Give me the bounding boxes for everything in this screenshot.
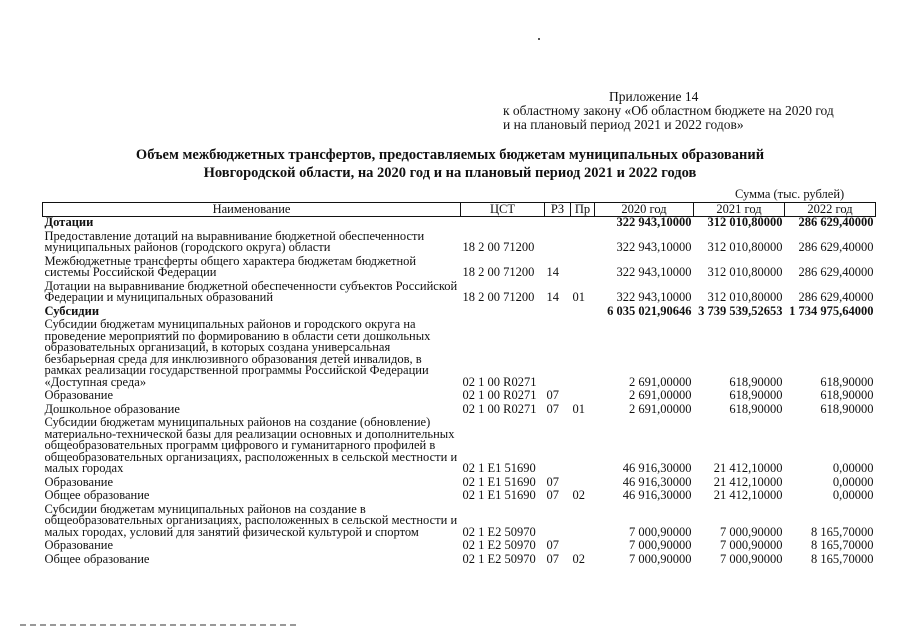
header-pr: Пр: [571, 203, 595, 217]
cell-2020: 2 691,00000: [629, 388, 692, 402]
cell-name: Общее образование: [44, 551, 150, 566]
cell-rz: [545, 417, 571, 477]
cell-2020: 322 943,10000: [616, 265, 692, 279]
cell-pr: [571, 504, 595, 541]
document-title-line1: Объем межбюджетных трансфертов, предоставляемых бюджетам муниципальных образований: [135, 147, 765, 163]
cell-2022: 0,00000: [832, 474, 874, 489]
cell-name: Субсидии: [44, 303, 100, 318]
cell-cst: 02 1 00 R0271: [462, 374, 537, 389]
cell-2021: 21 412,10000: [713, 461, 783, 475]
cell-cst: 02 1 00 R0271: [462, 388, 537, 402]
header-2022: 2022 год: [785, 203, 876, 217]
cell-2020: 7 000,90000: [629, 551, 692, 566]
cell-2022: 8 165,70000: [811, 524, 874, 539]
cell-rz: [545, 319, 571, 390]
appendix-number: Приложение 14: [609, 89, 699, 104]
cell-name: Образование: [44, 388, 114, 402]
cell-rz: 07: [546, 388, 559, 402]
cell-cst: 18 2 00 71200: [462, 290, 535, 304]
cell-cst: 18 2 00 71200: [462, 240, 535, 254]
appendix-note: [503, 90, 883, 132]
header-rz: РЗ: [545, 203, 571, 217]
cell-rz: 07: [546, 538, 559, 552]
cell-2022: 1 734 975,64000: [789, 303, 874, 318]
cell-cst: 18 2 00 71200: [462, 265, 535, 279]
table-row: [43, 281, 876, 306]
cell-2021: 21 412,10000: [713, 488, 783, 502]
cell-name: Дошкольное образование: [44, 401, 180, 416]
cell-cst: 02 1 E1 51690: [462, 474, 536, 489]
cell-pr: [571, 217, 595, 231]
header-2021: 2021 год: [694, 203, 785, 217]
cell-2021: 7 000,90000: [720, 551, 783, 566]
cell-2021: 21 412,10000: [713, 474, 783, 489]
appendix-law-ref-line2: и на плановый период 2021 и 2022 годов»: [503, 117, 744, 132]
cell-2021: 312 010,80000: [707, 265, 783, 279]
cell-2022: 0,00000: [832, 488, 874, 502]
header-cst: ЦСТ: [461, 203, 545, 217]
cell-cst: [461, 217, 545, 231]
cell-name: Общее образование: [44, 488, 150, 502]
cell-rz: 14: [546, 290, 559, 304]
cell-2021: 618,90000: [729, 388, 783, 402]
cell-name: Образование: [44, 474, 114, 489]
cell-cst: 02 1 E2 50970: [462, 551, 536, 566]
scan-edge-artifact: [20, 624, 300, 626]
cell-name: Субсидии бюджетам муниципальных районов на создание в общеобразовательных организациях, расположенных в сельской местности и малых городах, условий для занятий физической культурой и спортом: [44, 501, 458, 539]
cell-rz: [545, 231, 571, 256]
cell-pr: [571, 306, 595, 320]
cell-pr: [571, 417, 595, 477]
document-title: [40, 146, 860, 182]
cell-2022: 618,90000: [820, 401, 874, 416]
cell-cst: 02 1 E1 51690: [462, 488, 536, 502]
cell-2022: 8 165,70000: [811, 551, 874, 566]
cell-2020: 46 916,30000: [622, 488, 692, 502]
table-row: [43, 231, 876, 256]
cell-name: Предоставление дотаций на выравнивание бюджетной обеспеченности муниципальных районов (городского округа) области: [44, 228, 425, 254]
cell-cst: 02 1 E2 50970: [462, 538, 536, 552]
cell-2020: 322 943,10000: [616, 240, 692, 254]
cell-2021: 618,90000: [729, 401, 783, 416]
cell-2022: 286 629,40000: [798, 265, 874, 279]
cell-pr: [571, 231, 595, 256]
cell-name: Субсидии бюджетам муниципальных районов и городского округа на проведение мероприятий по формированию в области сети дошкольных образовательных организаций, в которых создана универсальная безбарьерная среда для инклюзивного образования детей инвалидов, в рамках реализации государственной программы Российской Федерации «Доступная среда»: [44, 317, 431, 389]
cell-pr: 01: [572, 401, 585, 416]
header-name: Наименование: [43, 203, 461, 217]
cell-2020: 7 000,90000: [629, 524, 692, 539]
cell-2021: 618,90000: [729, 374, 783, 389]
cell-pr: 02: [572, 551, 585, 566]
cell-2022: 0,00000: [832, 461, 874, 475]
cell-cst: 02 1 E2 50970: [462, 524, 536, 539]
table-row: [43, 417, 876, 477]
cell-2020: 7 000,90000: [629, 538, 692, 552]
cell-name: Дотации на выравнивание бюджетной обеспеченности субъектов Российской Федерации и муниципальных образований: [44, 278, 458, 304]
header-2020: 2020 год: [595, 203, 694, 217]
cell-name: Дотации: [44, 215, 94, 229]
cell-2021: 312 010,80000: [707, 215, 783, 229]
cell-rz: [545, 306, 571, 320]
cell-pr: 02: [572, 488, 585, 502]
unit-label: Сумма (тыс. рублей): [735, 187, 845, 201]
cell-pr: 01: [572, 290, 585, 304]
cell-name: Межбюджетные трансферты общего характера бюджетам бюджетной системы Российской Федерации: [44, 253, 417, 279]
transfers-table: [42, 202, 876, 567]
table-body: [43, 217, 876, 568]
cell-2022: 618,90000: [820, 388, 874, 402]
cell-rz: 07: [546, 474, 559, 489]
table-row: [43, 256, 876, 281]
cell-2020: 322 943,10000: [616, 215, 692, 229]
cell-cst: 02 1 00 R0271: [462, 401, 537, 416]
cell-rz: 14: [546, 265, 559, 279]
cell-2020: 46 916,30000: [622, 474, 692, 489]
cell-2021: 7 000,90000: [720, 524, 783, 539]
cell-2022: 8 165,70000: [811, 538, 874, 552]
cell-2020: 2 691,00000: [629, 374, 692, 389]
table-row: [43, 504, 876, 541]
cell-name: Образование: [44, 538, 114, 552]
cell-rz: 07: [546, 551, 559, 566]
cell-cst: 02 1 E1 51690: [462, 461, 536, 475]
cell-2020: 2 691,00000: [629, 401, 692, 416]
cell-2022: 286 629,40000: [798, 290, 874, 304]
cell-rz: [545, 217, 571, 231]
cell-2022: 286 629,40000: [798, 215, 874, 229]
appendix-law-ref-line1: к областному закону «Об областном бюджете на 2020 год: [503, 103, 834, 118]
cell-name: Субсидии бюджетам муниципальных районов на создание (обновление) материально-технической базы для реализации основных и дополнительных общеобразовательных программ цифрового и гуманитарного профилей в общеобразовательных организациях, расположенных в сельской местности и малых городах: [44, 415, 458, 475]
cell-2022: 286 629,40000: [798, 240, 874, 254]
cell-2020: 46 916,30000: [622, 461, 692, 475]
cell-rz: [545, 504, 571, 541]
cell-2021: 3 739 539,52653: [698, 303, 783, 318]
document-title-line2: Новгородской области, на 2020 год и на плановый период 2021 и 2022 годов: [203, 165, 697, 181]
cell-rz: 07: [546, 401, 559, 416]
cell-2021: 7 000,90000: [720, 538, 783, 552]
cell-cst: [461, 306, 545, 320]
cell-2021: 312 010,80000: [707, 290, 783, 304]
cell-2022: 618,90000: [820, 374, 874, 389]
cell-rz: 07: [546, 488, 559, 502]
scan-speck: [538, 38, 540, 40]
cell-2020: 6 035 021,90646: [607, 303, 692, 318]
table-row: [43, 554, 876, 568]
cell-2020: 322 943,10000: [616, 290, 692, 304]
cell-pr: [571, 319, 595, 390]
table-row: [43, 319, 876, 390]
cell-pr: [571, 256, 595, 281]
cell-2021: 312 010,80000: [707, 240, 783, 254]
